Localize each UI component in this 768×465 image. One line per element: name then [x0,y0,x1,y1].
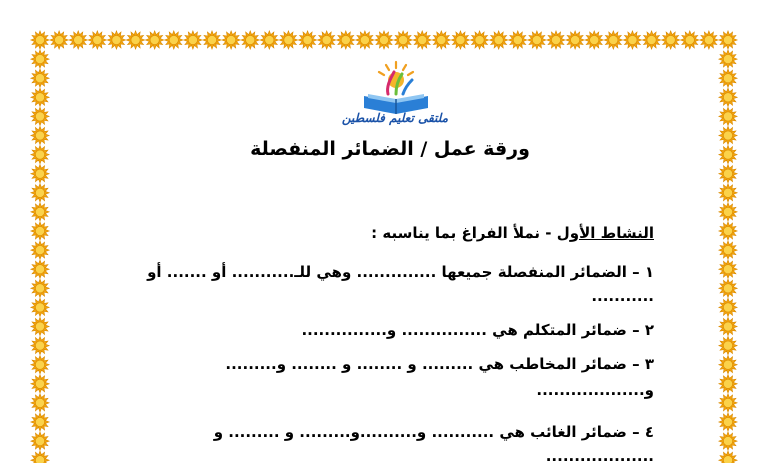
activity-instruction: - نملأ الفراغ بما يناسبه : [371,224,552,242]
question-4-line-2: ................... [545,447,654,465]
question-1-line-2: ........... [591,287,654,305]
question-4-line-1: ٤ – ضمائر الغائب هي ........... و..........و......... و ......... و [213,423,654,441]
activity-heading-line [371,224,654,242]
question-1-line-1: ١ – الضمائر المنفصلة جميعها .............. وهي للـ........... أو ....... أو [147,263,654,281]
logo-caption: ملتقى تعليم فلسطين [341,111,449,125]
activity-heading: النشاط الأول [556,224,654,242]
question-3-line-2: و................... [536,381,654,399]
page-title: ورقة عمل / الضمائر المنفصلة [250,138,530,160]
question-3-line-1: ٣ – ضمائر المخاطب هي ......... و ........ و ........ و......... [225,355,654,373]
question-2-line-1: ٢ – ضمائر المتكلم هي ............... و............... [301,321,654,339]
